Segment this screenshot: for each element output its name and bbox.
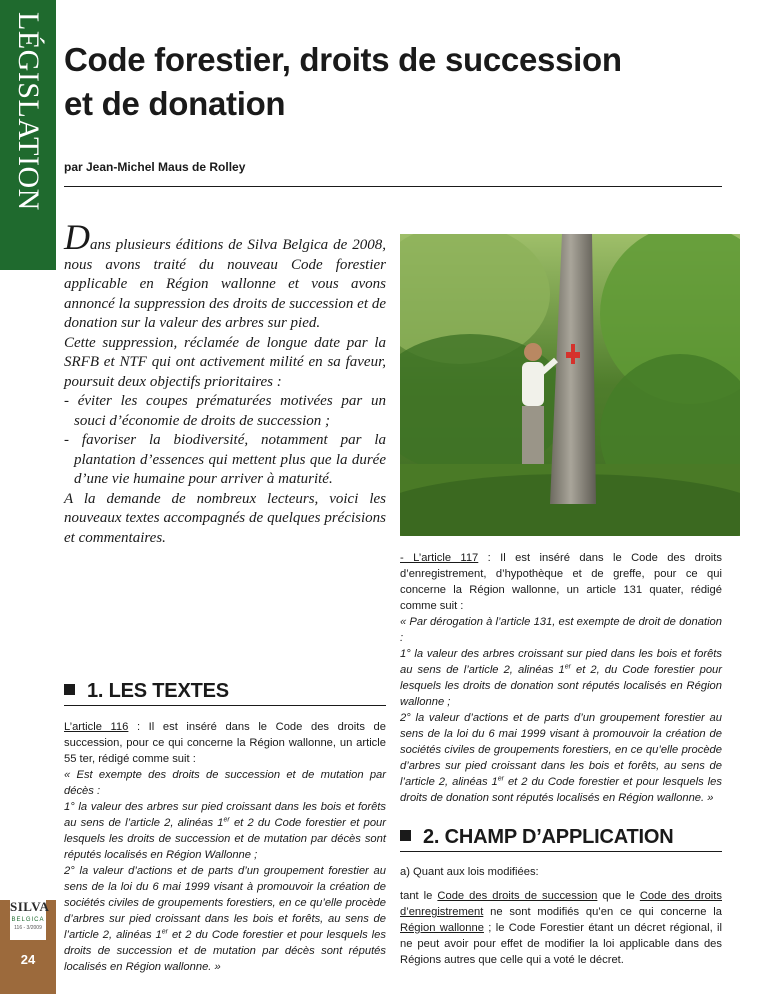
- section-2-paragraph: tant le Code des droits de succession que le Code des droits d’enregistrement ne sont modifiés qu’en ce qui concerne la Région wallonne ; le Code Forestier étant un décret régional, il ne peut avoir pour effet de modifier la loi applicable dans des Régions autres que celle qui a voté le décret.: [400, 890, 722, 966]
- logo-issue: 116 - 3/2009: [14, 925, 42, 931]
- header-divider: [64, 186, 722, 187]
- art117-link: - L’article 117: [400, 552, 479, 564]
- section-2-heading: 2. CHAMP D’APPLICATION: [400, 826, 673, 849]
- art116-item-1: 1° la valeur des arbres sur pied croissant dans les bois et forêts au sens de l’article 2, alinéas 1er et 2 du Code forestier et pour lesquels les droits de succession et de mutation par décès sont réputés localisés en Région Wallonne ;: [64, 801, 386, 861]
- art117-paragraph: - L’article 117 : Il est inséré dans le Code des droits d’enregistrement, d’hypothèque et de greffe, pour ce qui concerne la Région wallonne, un article 131 quater, rédigé comme suit :: [400, 552, 722, 612]
- section-2-rule: [400, 851, 722, 852]
- section-sidebar: [0, 0, 56, 270]
- section-1-rule: [64, 705, 386, 706]
- art116-item-2: 2° la valeur d’actions et de parts d’un groupement forestier au sens de la loi du 6 mai 1999 visant à promouvoir la création de sociétés civiles de groupements forestiers, en ce qu’elle procède d’arbres sur pied croissant dans les bois et forêts, au sens de l’article 2, alinéas 1er et 2 du Code forestier et pour lesquels les droits de succession et de mutation par décès sont réputés localisés en Région wallonne. »: [64, 865, 386, 973]
- title-line-1: Code forestier, droits de succession: [64, 41, 622, 78]
- intro-bullet-2: - favoriser la biodiversité, notamment par la plantation d’essences qui mettent plus que la durée d’une vie humaine pour arriver à maturité.: [64, 432, 386, 487]
- intro-paragraph-3: A la demande de nombreux lecteurs, voici les nouveaux textes accompagnés de quelques précisions et commentaires.: [64, 490, 386, 546]
- square-bullet-icon: [400, 830, 411, 841]
- byline: par Jean-Michel Maus de Rolley: [64, 160, 246, 174]
- drop-cap: D: [64, 217, 90, 257]
- art117-item-1: 1° la valeur des arbres croissant sur pied dans les bois et forêts au sens de l’article 2, alinéas 1er et 2, du Code forestier pour lesquels les droits de donation sont réputés localisés en Région wallonne ;: [400, 648, 722, 708]
- page-number: 24: [20, 952, 36, 967]
- forest-photo: [400, 234, 740, 536]
- section-label: LÉGISLATION: [12, 12, 45, 211]
- intro-text: [64, 217, 386, 548]
- section-2-subheading: a) Quant aux lois modifiées:: [400, 866, 539, 878]
- art117-item-2: 2° la valeur d’actions et de parts d’un groupement forestier au sens de la loi du 6 mai 1999 visant à promouvoir la création de sociétés civiles de groupements forestiers, en ce qu’elle procède d’arbres sur pied croissant dans les bois et forêts, au sens de l’article 2, alinéas 1er et 2 du Code forestier et pour lesquels les droits de donation sont réputés localisés en Région wallonne. »: [400, 712, 722, 804]
- logo-line-1: SILVA: [10, 899, 50, 914]
- section-1-body: [64, 719, 386, 975]
- intro-bullet-1: - éviter les coupes prématurées motivées par un souci d’économie de droits de succession ;: [64, 393, 386, 429]
- logo-line-2: BELGICA: [11, 917, 45, 923]
- art116-link: L’article 116: [64, 721, 129, 733]
- intro-paragraph-2: Cette suppression, réclamée de longue date par la SRFB et NTF qui ont activement milité en sa faveur, poursuit deux objectifs prioritaires :: [64, 334, 386, 390]
- code-succession-link: Code des droits de succession: [437, 890, 598, 902]
- art117-quote-intro: « Par dérogation à l’article 131, est exempte de droit de donation :: [400, 616, 722, 644]
- square-bullet-icon: [64, 684, 75, 695]
- title-line-2: et de donation: [64, 85, 286, 122]
- section-1-heading: 1. LES TEXTES: [64, 680, 229, 703]
- section-2-body: [400, 864, 722, 968]
- article-title: [64, 38, 704, 126]
- code-enregistrement-link: Code des droits d’enregistrement: [400, 890, 722, 918]
- art116-quote-intro: « Est exempte des droits de succession et de mutation par décès :: [64, 769, 386, 797]
- art117-body: [400, 550, 722, 806]
- silva-belgica-logo: [10, 898, 50, 940]
- art116-paragraph: L’article 116 : Il est inséré dans le Code des droits de succession, pour ce qui concerne la Région wallonne, un article 55 ter, rédigé comme suit :: [64, 721, 387, 765]
- intro-paragraph-1: Dans plusieurs éditions de Silva Belgica de 2008, nous avons traité du nouveau Code forestier applicable en Région wallonne et vous avons annoncé la suppression des droits de succession et de donation sur la valeur des arbres sur pied.: [64, 217, 386, 331]
- region-wallonne-link: Région wallonne: [400, 922, 484, 934]
